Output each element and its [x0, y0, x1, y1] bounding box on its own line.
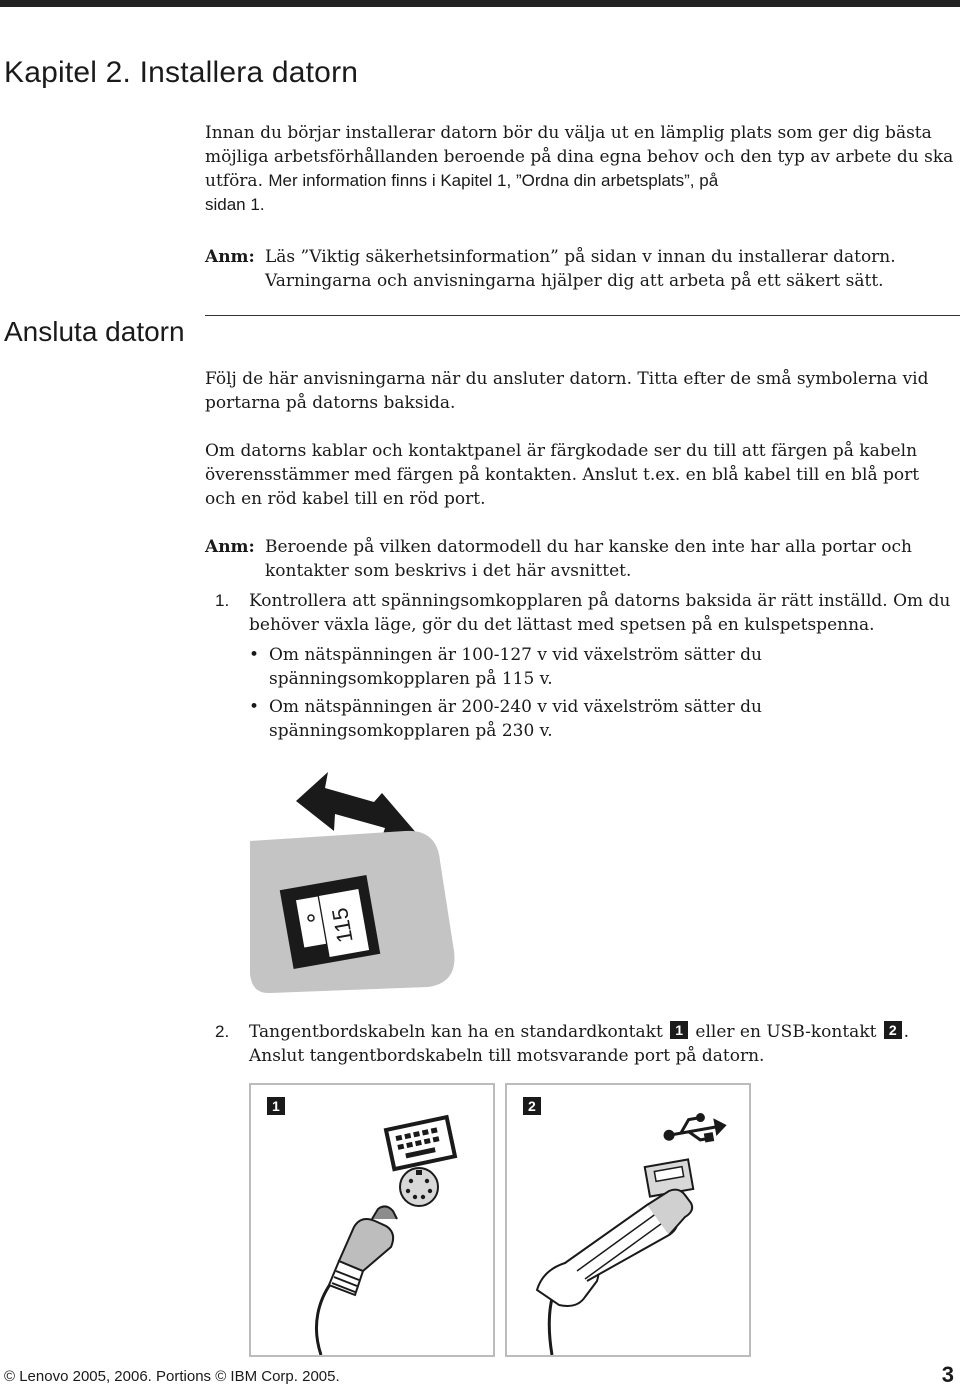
page-number: 3	[941, 1362, 954, 1387]
bullet-text: Om nätspänningen är 200-240 v vid växelström sätter du spänningsomkopplaren på 230 v.	[269, 697, 762, 741]
ps2-port-icon	[400, 1168, 438, 1206]
panel-ps2-keyboard	[249, 1083, 495, 1357]
panel-badge: 2	[523, 1097, 541, 1115]
intro-text-a: Innan du börjar installerar datorn bör du välja ut en lämplig plats som ger dig bästa möjliga arbetsförhållanden beroende på dina egna behov och den typ av arbete du ska utföra.	[205, 123, 954, 191]
intro-text-c: sidan 1.	[205, 195, 265, 214]
bullet-text: Om nätspänningen är 100-127 v vid växelström sätter du spänningsomkopplaren på 115 v.	[269, 645, 762, 689]
note-label: Anm:	[205, 247, 255, 267]
footer-copyright: © Lenovo 2005, 2006. Portions © IBM Corp. 2005.	[4, 1368, 340, 1385]
usb-plug-illustration	[537, 1190, 692, 1355]
section-rule	[205, 315, 960, 316]
top-rule	[0, 0, 960, 7]
step-text: Tangentbordskabeln kan ha en standardkontakt 1 eller en USB-kontakt 2 . Anslut tangentbordskabeln till motsvarande port på datorn.	[249, 1022, 910, 1066]
note-text: Läs ”Viktig säkerhetsinformation” på sidan v innan du installerar datorn. Varningarna och anvisningarna hjälper dig att arbeta på ett säkert sätt.	[265, 247, 896, 291]
usb-icon	[663, 1111, 727, 1148]
double-arrow-icon	[296, 772, 418, 840]
panel-badge: 1	[267, 1097, 285, 1115]
panel-usb-keyboard	[505, 1083, 751, 1357]
note-text: Beroende på vilken datormodell du har kanske den inte har alla portar och kontakter som beskrivs i det här avsnittet.	[265, 537, 912, 581]
bullet-dot: •	[249, 697, 260, 717]
step-number: 1.	[215, 591, 230, 610]
paragraph-instructions: Följ de här anvisningarna när du ansluter datorn. Titta efter de små symbolerna vid portarna på datorns baksida.	[205, 369, 929, 413]
step-1	[215, 589, 955, 637]
chapter-title: Kapitel 2. Installera datorn	[4, 56, 359, 89]
section-title: Ansluta datorn	[4, 316, 185, 347]
intro-text-b: Mer information finns i Kapitel 1, ”Ordna din arbetsplats”, på	[268, 171, 719, 190]
callout-badge-1: 1	[670, 1021, 688, 1039]
voltage-switch-illustration	[240, 765, 470, 995]
paragraph-color-coding: Om datorns kablar och kontaktpanel är färgkodade ser du till att färgen på kabeln överensstämmer med färgen på kontakten. Anslut t.ex. en blå kabel till en blå port och en röd kabel till en röd port.	[205, 441, 920, 509]
ps2-plug-illustration	[316, 1206, 397, 1355]
note-safety	[205, 245, 955, 293]
bullet-item	[249, 643, 949, 691]
intro-paragraph	[205, 121, 955, 217]
switch-value-label: 115	[326, 905, 358, 945]
step-2	[215, 1020, 955, 1068]
step-text: Kontrollera att spänningsomkopplaren på datorns baksida är rätt inställd. Om du behöver växla läge, gör du det lättast med spetsen på en kulspetspenna.	[249, 591, 951, 635]
bullet-dot: •	[249, 645, 260, 665]
callout-badge-2: 2	[884, 1021, 902, 1039]
note-models	[205, 535, 955, 583]
note-label: Anm:	[205, 537, 255, 557]
bullet-item	[249, 695, 949, 743]
step-number: 2.	[215, 1022, 230, 1041]
keyboard-icon	[386, 1117, 455, 1169]
